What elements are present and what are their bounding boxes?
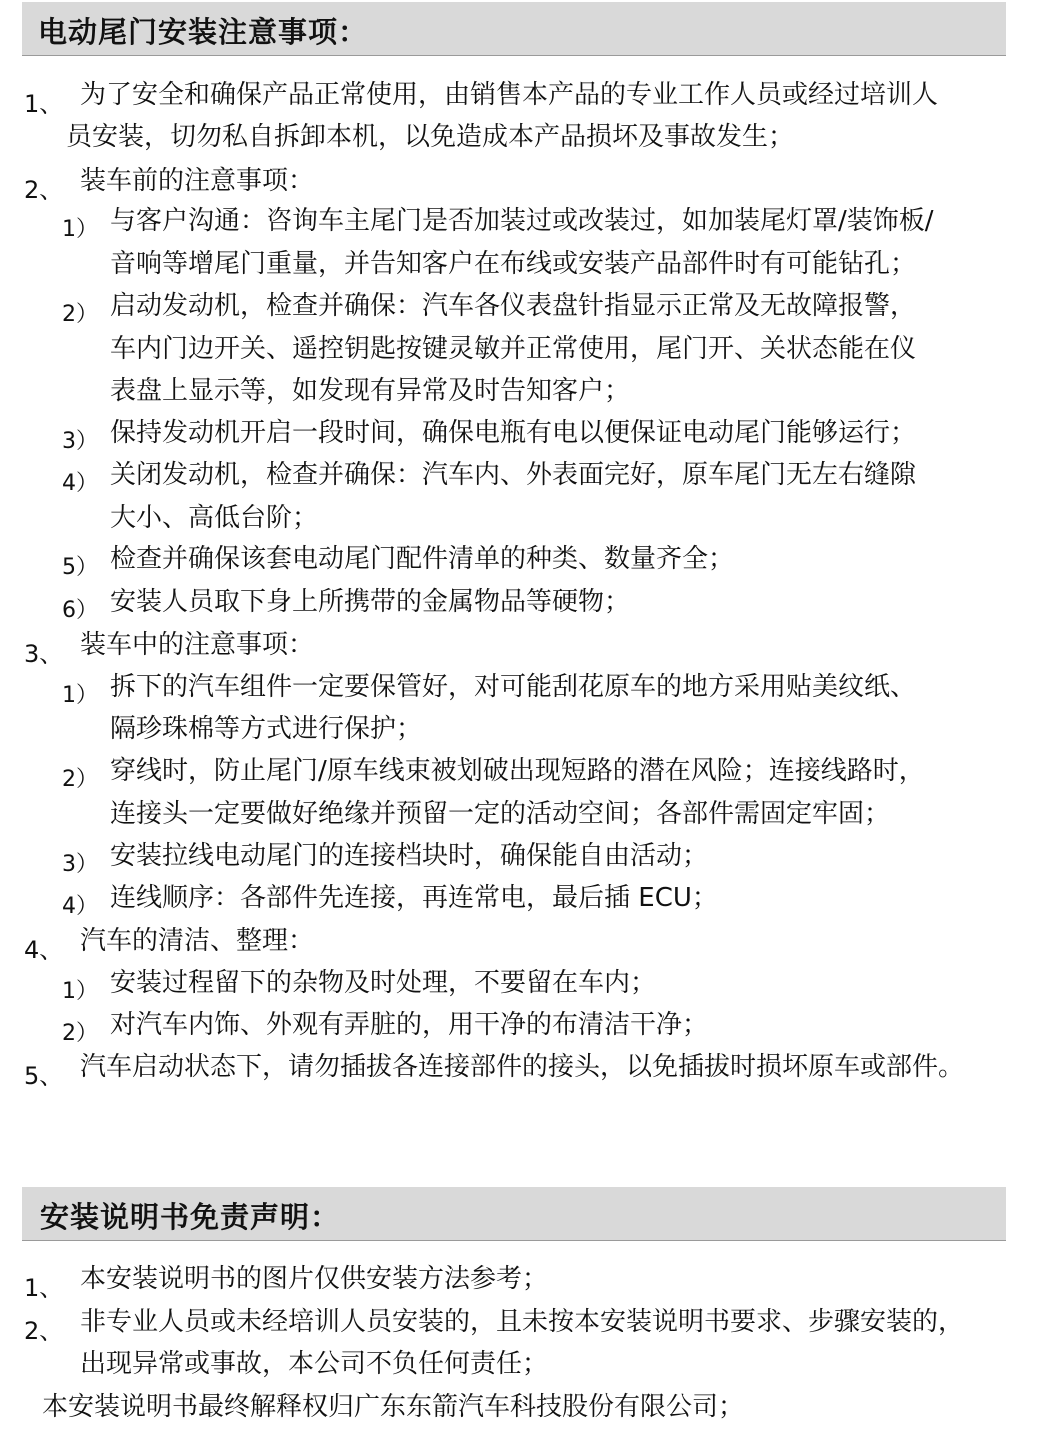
section-header-install-notes — [22, 2, 1006, 56]
item-number: 2、 — [24, 1317, 64, 1345]
item-text: 装车中的注意事项： — [80, 630, 315, 660]
section-title: 安装说明书免责声明： — [40, 1200, 341, 1234]
disclaimer-footer: 本安装说明书最终解释权归广东东箭汽车科技股份有限公司； — [42, 1392, 745, 1422]
subitem-text: 穿线时，防止尾门/原车线束被划破出现短路的潜在风险；连接线路时， — [110, 756, 925, 786]
item-text: 汽车的清洁、整理： — [80, 926, 315, 956]
subitem-number: 2） — [62, 767, 98, 792]
subitem-text: 与客户沟通：咨询车主尾门是否加装过或改装过，如加装尾灯罩/装饰板/ — [110, 206, 934, 236]
subitem-number: 1） — [62, 683, 98, 708]
subitem-number: 2） — [62, 302, 98, 327]
subitem-number: 1） — [62, 979, 98, 1004]
section-title: 电动尾门安装注意事项： — [38, 15, 369, 49]
subitem-text: 检查并确保该套电动尾门配件清单的种类、数量齐全； — [110, 544, 735, 574]
subitem-text: 表盘上显示等，如发现有异常及时告知客户； — [110, 376, 631, 406]
subitem-text: 安装人员取下身上所携带的金属物品等硬物； — [110, 587, 631, 617]
subitem-text: 安装拉线电动尾门的连接档块时，确保能自由活动； — [110, 841, 709, 871]
item-text: 为了安全和确保产品正常使用，由销售本产品的专业工作人员或经过培训人 — [80, 80, 939, 110]
subitem-text: 音响等增尾门重量，并告知客户在布线或安装产品部件时有可能钻孔； — [110, 249, 917, 279]
item-text: 本安装说明书的图片仅供安装方法参考； — [80, 1264, 549, 1294]
subitem-number: 6） — [62, 598, 98, 623]
item-text: 汽车启动状态下，请勿插拔各连接部件的接头，以免插拔时损坏原车或部件。 — [80, 1052, 965, 1082]
item-text: 装车前的注意事项： — [80, 166, 315, 196]
item-number: 3、 — [24, 640, 64, 668]
item-number: 5、 — [24, 1062, 64, 1090]
subitem-text: 连线顺序：各部件先连接，再连常电，最后插 ECU； — [110, 883, 718, 913]
item-text: 非专业人员或未经培训人员安装的，且未按本安装说明书要求、步骤安装的， — [80, 1307, 965, 1337]
item-number: 1、 — [24, 90, 64, 118]
subitem-number: 3） — [62, 429, 98, 454]
item-text: 员安装，切勿私自拆卸本机，以免造成本产品损坏及事故发生； — [66, 122, 795, 152]
subitem-text: 连接头一定要做好绝缘并预留一定的活动空间；各部件需固定牢固； — [110, 799, 891, 829]
subitem-text: 隔珍珠棉等方式进行保护； — [110, 714, 423, 744]
item-number: 4、 — [24, 936, 64, 964]
item-number: 1、 — [24, 1274, 64, 1302]
subitem-number: 4） — [62, 471, 98, 496]
subitem-number: 4） — [62, 894, 98, 919]
subitem-text: 关闭发动机，检查并确保：汽车内、外表面完好，原车尾门无左右缝隙 — [110, 460, 917, 490]
subitem-number: 3） — [62, 852, 98, 877]
subitem-text: 启动发动机，检查并确保：汽车各仪表盘针指显示正常及无故障报警， — [110, 291, 917, 321]
item-text: 出现异常或事故，本公司不负任何责任； — [80, 1349, 549, 1379]
section-header-disclaimer — [22, 1187, 1006, 1241]
subitem-number: 1） — [62, 217, 98, 242]
item-number: 2、 — [24, 176, 64, 204]
subitem-number: 2） — [62, 1021, 98, 1046]
subitem-text: 保持发动机开启一段时间，确保电瓶有电以便保证电动尾门能够运行； — [110, 418, 917, 448]
subitem-text: 安装过程留下的杂物及时处理，不要留在车内； — [110, 968, 657, 998]
subitem-text: 拆下的汽车组件一定要保管好，对可能刮花原车的地方采用贴美纹纸、 — [110, 672, 917, 702]
subitem-text: 大小、高低台阶； — [110, 503, 319, 533]
subitem-number: 5） — [62, 555, 98, 580]
subitem-text: 对汽车内饰、外观有弄脏的，用干净的布清洁干净； — [110, 1010, 709, 1040]
subitem-text: 车内门边开关、遥控钥匙按键灵敏并正常使用，尾门开、关状态能在仪 — [110, 334, 917, 364]
